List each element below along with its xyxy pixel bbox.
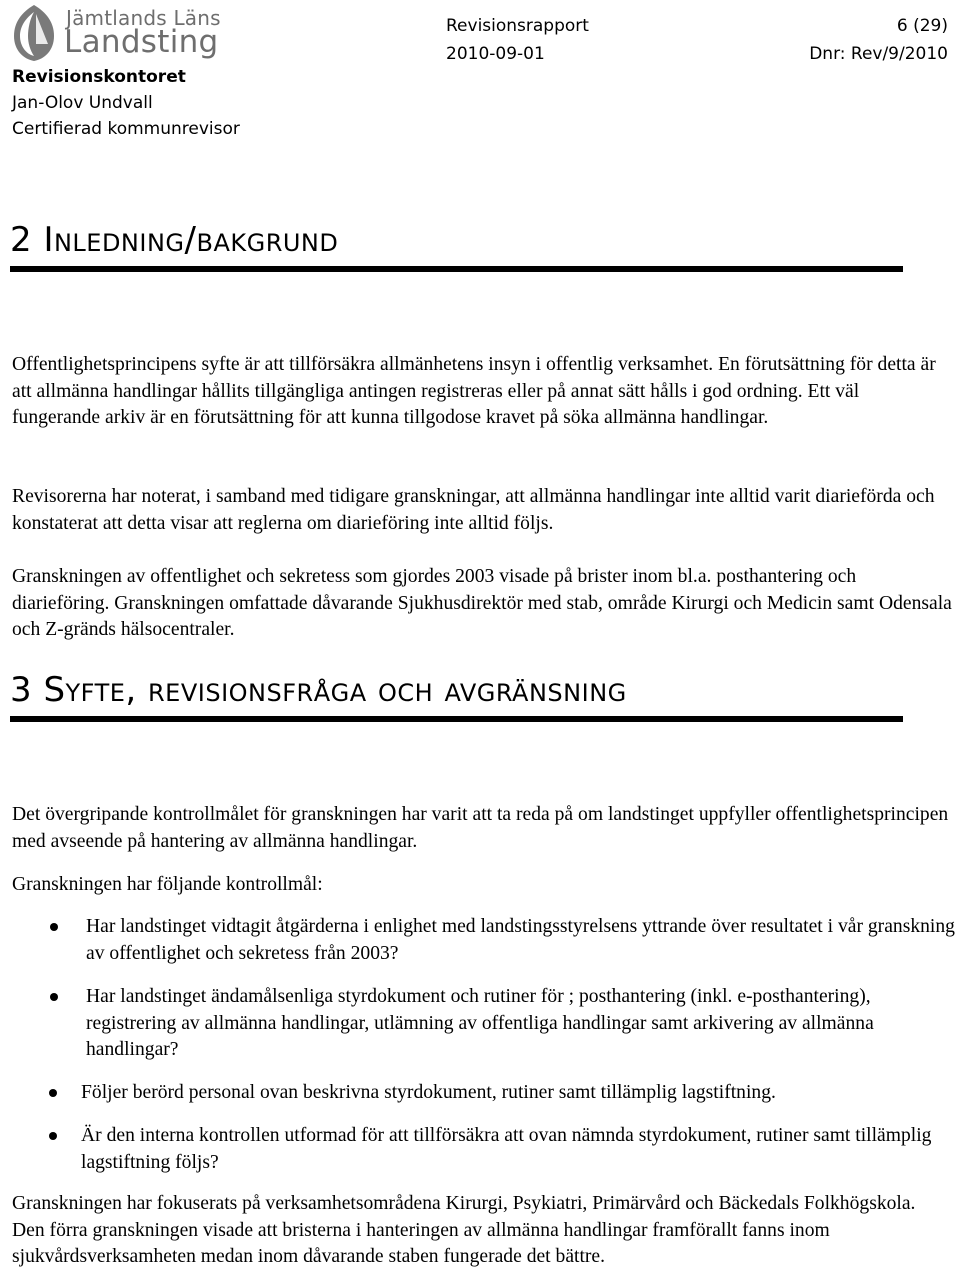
- bullet-icon: [50, 993, 58, 1001]
- section2-paragraph-2: Revisorerna har noterat, i samband med tidigare granskningar, att allmänna handlingar inte alltid varit diarieförda och konstaterat att detta visar att reglerna om diarieföring inte alltid följs.: [12, 486, 935, 534]
- header-sender-block: [12, 64, 240, 142]
- logo-line2: Landsting: [64, 24, 219, 60]
- section3-closing: Granskningen har fokuserats på verksamhetsområdena Kirurgi, Psykiatri, Primärvård och Bäckedals Folkhögskola. Den förra granskningen visade att bristerna i hanteringen av allmänna handlingar framförallt fanns inom sjukvårdsverksamheten medan inom dåvarande staben fungerade det bättre.: [12, 1193, 916, 1267]
- section3-rule: [10, 716, 903, 722]
- list-item: [86, 984, 946, 1064]
- bullet-icon: [49, 1132, 57, 1140]
- list-item: [86, 914, 960, 967]
- author-title: Certifierad kommunrevisor: [12, 119, 240, 139]
- report-type: Revisionsrapport: [446, 16, 589, 36]
- bullet-icon: [50, 923, 58, 931]
- section3-list-intro: Granskningen har följande kontrollmål:: [12, 874, 323, 895]
- section3-intro: Det övergripande kontrollmålet för granskningen har varit att ta reda på om landstinget uppfyller offentlighetsprincipen med avseende på hantering av allmänna handlingar.: [12, 804, 949, 852]
- logo: [10, 4, 221, 64]
- logo-line1: Jämtlands Läns: [66, 6, 221, 30]
- list-item-text: Har landstinget vidtagit åtgärderna i enlighet med landstingsstyrelsens yttrande över resultatet i vår granskning av offentlighet och sekretess från 2003?: [86, 916, 955, 964]
- organization-name: Revisionskontoret: [12, 67, 186, 87]
- section2-heading: 2 Inledning/bakgrund: [10, 220, 339, 260]
- list-item-text: Har landstinget ändamålsenliga styrdokument och rutiner för ; posthantering (inkl. e-posthantering), registrering av allmänna handlingar, utlämning av offentliga handlingar samt arkivering av allmänna handlingar?: [86, 986, 874, 1060]
- header-page-info: [809, 12, 948, 68]
- section2-paragraph-1: Offentlighetsprincipens syfte är att tillförsäkra allmänhetens insyn i offentlig verksamhet. En förutsättning för detta är att allmänna handlingar hållits tillgängliga antingen registreras eller på annat sätt hålls i god ordning. Ett väl fungerande arkiv är en förutsättning för att kunna tillgodose kravet på söka allmänna handlingar.: [12, 354, 936, 428]
- list-item-text: Följer berörd personal ovan beskrivna styrdokument, rutiner samt tillämplig lagstiftning.: [81, 1082, 776, 1103]
- list-item-text: Är den interna kontrollen utformad för att tillförsäkra att ovan nämnda styrdokument, rutiner samt tillämplig lagstiftning följs?: [81, 1125, 932, 1173]
- header-report-info: [446, 12, 589, 68]
- author-name: Jan-Olov Undvall: [12, 93, 153, 113]
- reference-number: Dnr: Rev/9/2010: [809, 44, 948, 64]
- list-item: [81, 1080, 951, 1107]
- section3-heading: 3 Syfte, revisionsfråga och avgränsning: [10, 670, 627, 710]
- section2-paragraph-3: Granskningen av offentlighet och sekretess som gjordes 2003 visade på brister inom bl.a. posthantering och diarieföring. Granskningen omfattade dåvarande Sjukhusdirektör med stab, område Kirurgi och Medicin samt Odensala och Z-gränds hälsocentraler.: [12, 566, 952, 640]
- page-number: 6 (29): [896, 16, 948, 36]
- section2-rule: [10, 266, 903, 272]
- bullet-icon: [49, 1089, 57, 1097]
- list-item: [81, 1123, 941, 1176]
- landsting-logo-icon: [10, 4, 58, 62]
- report-date: 2010-09-01: [446, 44, 545, 64]
